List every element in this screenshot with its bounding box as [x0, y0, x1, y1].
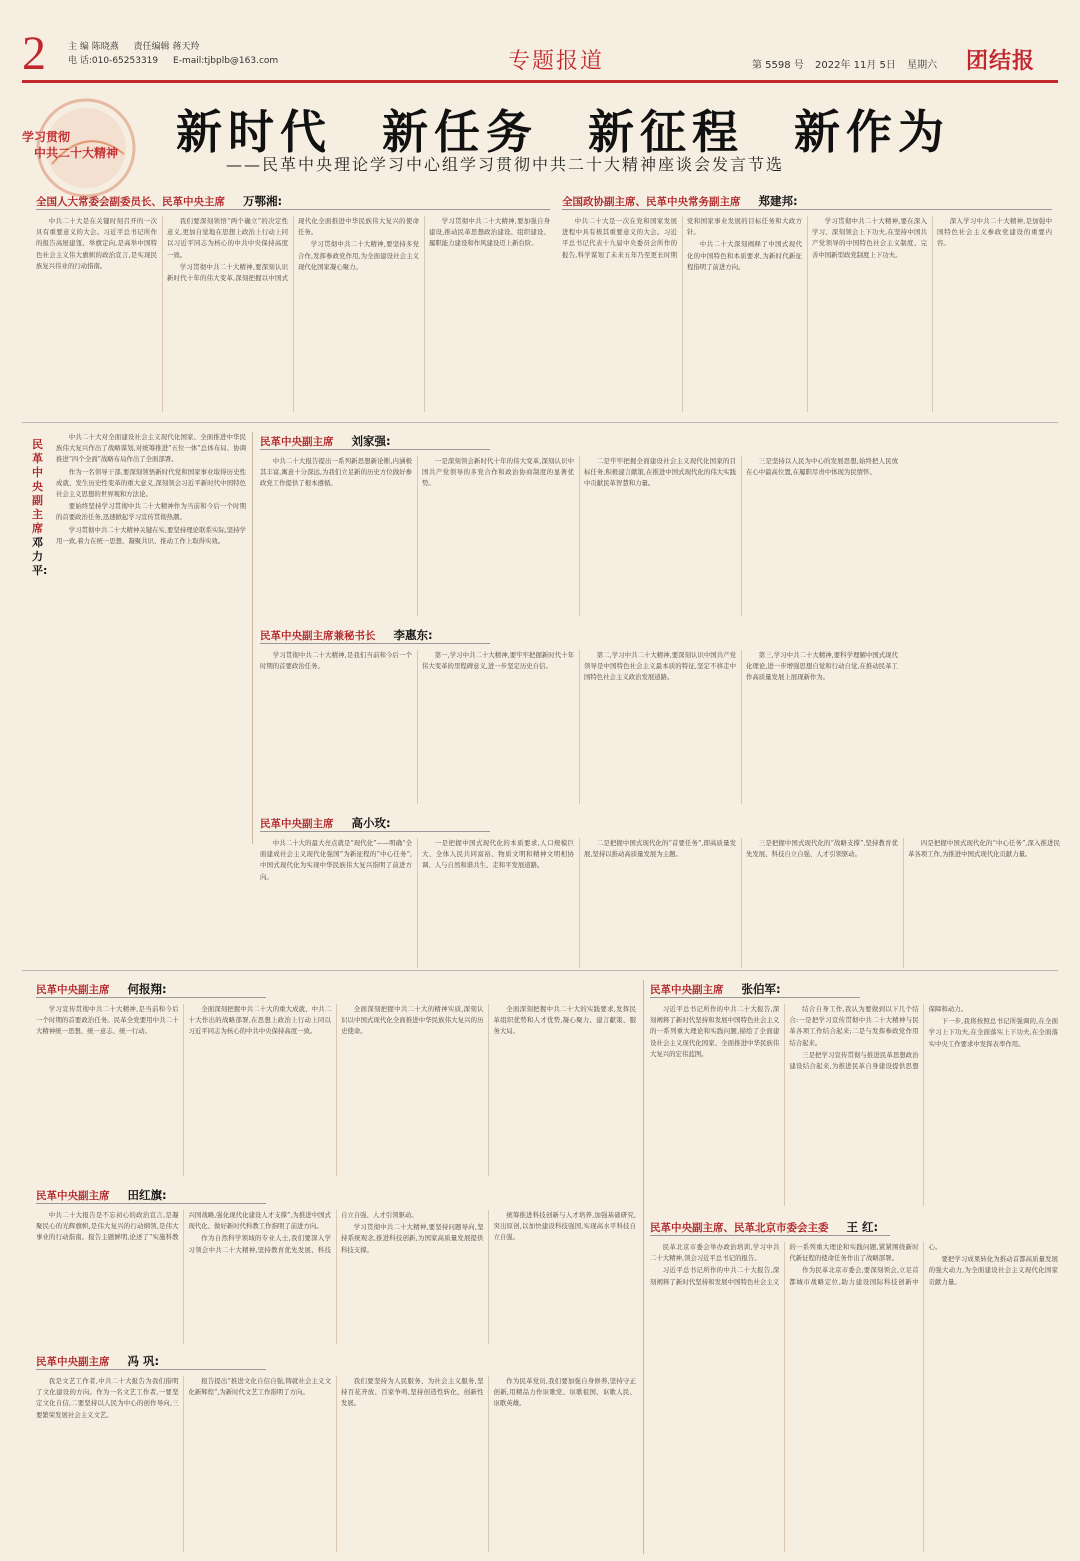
- byline-name: 高小玫:: [351, 816, 391, 830]
- article-body: [260, 838, 1060, 968]
- phone: 电 话:010-65253319: [68, 56, 159, 66]
- article-byline: [36, 192, 550, 210]
- article-body: [36, 216, 550, 412]
- paragraph: 学习贯彻中共二十大精神,要在深入学习、深刻领会上下功夫,在坚持中国共产党领导的中国特色社会主义制度、完善中国新型政党制度上下功夫。: [812, 217, 927, 259]
- article-body: [650, 1004, 1058, 1206]
- paragraph: 中共二十大报告是不忘初心的政治宣言,是凝聚民心的光辉旗帜,是伟大复兴的行动纲领,是伟大事业的行动指南。报告主题鲜明,论述了“实施科教兴国战略,强化现代化建设人才支撑”,为推进中国式现代化、做好新时代科教工作指明了前进方向。: [36, 1211, 331, 1242]
- paragraph: 中共二十大是在关键时刻召开的一次具有重要意义的大会。习近平总书记所作的报告高屋建瓴、举旗定向,是高举中国特色社会主义伟大旗帜的政治宣言,是实现民族复兴伟业的行动指南。: [36, 217, 157, 270]
- column-divider: [252, 432, 253, 844]
- paragraph: 习近平总书记所作的中共二十大报告,深刻阐释了新时代坚持和发展中国特色社会主义的一系列重大理论和实践问题,紧紧围绕新时代新征程的使命任务作出了战略部署。: [650, 1243, 919, 1286]
- badge-text-1: 学习贯彻: [22, 130, 71, 144]
- article-liu-jiaqiang: [260, 432, 1060, 618]
- issue-info: [752, 56, 945, 71]
- paragraph: 要始终坚持学习贯彻中共二十大精神作为当前和今后一个时期的首要政治任务,迅速掀起学习宣传贯彻热潮。: [56, 502, 246, 522]
- article-body: [562, 216, 1052, 412]
- newspaper-logo: 团结报: [966, 48, 1036, 74]
- byline-name: 李惠东:: [393, 628, 433, 642]
- paragraph: 我们要深刻领悟“两个确立”的决定性意义,更加自觉地在思想上政治上行动上同以习近平同志为核心的中共中央保持高度一致。: [167, 217, 288, 259]
- paragraph: 中共二十大的最大亮点就是“现代化”——明确“全面建成社会主义现代化强国”为新征程的“中心任务”,中国式现代化为实现中华民族伟大复兴指明了前进方向。: [260, 839, 412, 881]
- byline-role: 民革中央副主席: [32, 438, 43, 535]
- article-byline: [36, 1352, 266, 1370]
- article-body: [36, 1376, 636, 1552]
- article-byline: [562, 192, 1052, 210]
- email-link[interactable]: E-mail:tjbplb@163.com: [173, 56, 279, 66]
- paragraph: 第一,学习中共二十大精神,要牢牢把握新时代十年伟大变革的里程碑意义,进一步坚定历史自信。: [422, 651, 574, 671]
- article-byline: [650, 980, 860, 998]
- byline-name: 田红旗:: [127, 1188, 167, 1202]
- byline-role: 全国政协副主席、民革中央常务副主席: [562, 196, 741, 208]
- byline-name: 刘家强:: [351, 434, 391, 448]
- paragraph: 学习贯彻中共二十大精神,要坚持问题导向,坚持系统观念,推进科技创新,为国家高质量发展提供科技支撑。: [341, 1223, 484, 1254]
- byline-role: 民革中央副主席: [36, 1356, 110, 1368]
- article-body: [36, 1004, 636, 1176]
- article-he-baoxiang: [36, 980, 636, 1178]
- article-feng-gong: [36, 1352, 636, 1554]
- article-body: [56, 432, 246, 844]
- issue-weekday: 星期六: [907, 60, 938, 71]
- article-wan-exiang: [36, 192, 550, 414]
- paragraph: 学习贯彻中共二十大精神,要坚持多党合作,发挥参政党作用,为全面建设社会主义现代化国家凝心聚力。: [298, 240, 419, 271]
- section-title: 专题报道: [507, 49, 604, 74]
- paragraph: 我们要坚持为人民服务、为社会主义服务,坚持百花齐放、百家争鸣,坚持创造性转化、创新性发展。: [341, 1377, 484, 1408]
- paragraph: 三是把握中国式现代化的“战略支撑”,坚持教育优先发展、科技自立自强、人才引领驱动。: [746, 839, 898, 859]
- section-divider: [22, 970, 1058, 971]
- paragraph: 二是把握中国式现代化的“首要任务”,即高质量发展,坚持以推动高质量发展为主题。: [584, 839, 736, 859]
- editor-info: [68, 40, 290, 68]
- byline-role: 民革中央副主席: [650, 984, 724, 996]
- article-byline: [36, 1186, 266, 1204]
- paragraph: 第二,学习中共二十大精神,要深刻认识中国共产党领导是中国特色社会主义最本质的特征,坚定不移走中国特色社会主义政治发展道路。: [584, 651, 736, 682]
- issue-number: 第 5598 号: [752, 60, 804, 71]
- article-byline: [260, 626, 490, 644]
- article-zheng-jianbang: [562, 192, 1052, 414]
- byline-role: 民革中央副主席: [260, 436, 334, 448]
- paragraph: 第三,学习中共二十大精神,要科学理解中国式现代化理论,进一步增强思想自觉和行动自觉,在推动民革工作高质量发展上展现新作为。: [746, 651, 898, 682]
- paragraph: 中共二十大深刻阐释了中国式现代化的中国特色和本质要求,为新时代新征程指明了前进方向。: [687, 240, 802, 271]
- issue-date: 2022年 11月 5日: [815, 60, 896, 71]
- paragraph: 统筹推进科技创新与人才培养,加强基础研究,突出原创,以加快建设科技强国,实现高水平科技自立自强。: [493, 1211, 636, 1242]
- column-divider: [643, 980, 644, 1554]
- paragraph: 学习贯彻中共二十大精神,要加强自身建设,推动民革思想政治建设、组织建设、履职能力建设和作风建设迈上新台阶。: [429, 217, 550, 248]
- page-subheadline: ——民革中央理论学习中心组学习贯彻中共二十大精神座谈会发言节选: [226, 155, 785, 174]
- responsible-editor: 责任编辑 蒋天羚: [133, 42, 200, 52]
- article-body: [260, 456, 1060, 616]
- paragraph: 全面深刻把握中共二十大的重大成就、中共二十大作出的战略部署,在思想上政治上行动上同以习近平同志为核心的中共中央保持高度一致。: [188, 1005, 331, 1036]
- page-headline: 新时代 新任务 新征程 新作为: [176, 105, 951, 159]
- paragraph: 作为民革北京市委会,要深刻领会,立足首都城市战略定位,助力建设国际科技创新中心。: [789, 1243, 942, 1286]
- article-wang-hong: [650, 1218, 1058, 1554]
- paragraph: 我是文艺工作者,中共二十大报告为我们指明了文化建设的方向。作为一名文艺工作者,一要坚定文化自信,二要坚持以人民为中心的创作导向,三要繁荣发展社会主义文艺。: [36, 1377, 179, 1419]
- paragraph: 三是坚持以人民为中心的发展思想,始终把人民放在心中最高位置,在履职尽责中体现为民情怀。: [746, 457, 898, 477]
- article-byline: [260, 432, 490, 450]
- byline-role: 民革中央副主席: [260, 818, 334, 830]
- byline-name: 王 红:: [846, 1220, 879, 1234]
- byline-name: 郑建邦:: [758, 194, 798, 208]
- paragraph: 作为民革党员,我们要加强自身修养,坚持守正创新,用精品力作讴歌党、讴歌祖国、讴歌人民、讴歌英雄。: [493, 1377, 636, 1408]
- paragraph: 学习贯彻中共二十大精神,是我们当前和今后一个时期的首要政治任务。: [260, 651, 412, 671]
- section-divider: [22, 422, 1058, 423]
- article-byline: [36, 980, 266, 998]
- masthead-divider: [22, 80, 1058, 83]
- paragraph: 学习贯彻中共二十大精神关键在实,要坚持理论联系实际,坚持学用一致,着力在统一思想、凝聚共识、推动工作上取得实效。: [56, 525, 246, 545]
- paragraph: 学习宣传贯彻中共二十大精神,是当前和今后一个时期的首要政治任务。民革全党要用中共二十大精神统一思想、统一意志、统一行动。: [36, 1005, 179, 1036]
- paragraph: 要把学习成果转化为推动首都高质量发展的强大动力,为全面建设社会主义现代化国家贡献力量。: [928, 1255, 1058, 1286]
- byline-name: 张伯军:: [741, 982, 781, 996]
- paragraph: 一是深刻领会新时代十年的伟大变革,深刻认识中国共产党领导的多党合作和政治协商制度的显著优势。: [422, 457, 574, 488]
- paragraph: 中共二十大对全面建设社会主义现代化国家、全面推进中华民族伟大复兴作出了战略谋划,对统筹推进“五位一体”总体布局、协调推进“四个全面”战略布局作出了全面部署。: [56, 433, 246, 464]
- paragraph: 学习贯彻中共二十大精神,要深刻认识新时代十年的伟大变革,深刻把握以中国式现代化全面推进中华民族伟大复兴的使命任务。: [167, 217, 419, 283]
- byline-role: 民革中央副主席、民革北京市委会主委: [650, 1222, 829, 1234]
- byline-role: 民革中央副主席: [36, 984, 110, 996]
- article-body: [260, 650, 1060, 804]
- paragraph: 下一步,我将按照总书记所强调的,在全面学习上下功夫,在全面落实上下功夫,在全面落实中央工作要求中发挥表率作用。: [928, 1017, 1058, 1048]
- article-byline: [650, 1218, 890, 1236]
- article-byline: [260, 814, 490, 832]
- vertical-byline: [32, 438, 46, 578]
- paragraph: 中共二十大报告提出一系列新思想新论断,内涵极其丰富,寓意十分深远,为我们立足新的历史方位做好参政党工作提供了根本遵循。: [260, 457, 412, 488]
- paragraph: 中共二十大是一次在党和国家发展进程中具有极其重要意义的大会。习近平总书记代表十九届中央委员会所作的报告,科学谋划了未来五年乃至更长时期党和国家事业发展的目标任务和大政方针。: [562, 217, 802, 259]
- byline-name: 万鄂湘:: [243, 194, 283, 208]
- chief-editor: 主 编 陈晓燕: [68, 42, 119, 52]
- byline-role: 民革中央副主席兼秘书长: [260, 630, 376, 642]
- paragraph: 深入学习中共二十大精神,是加强中国特色社会主义参政党建设的重要内容。: [937, 217, 1052, 248]
- article-deng-liping: [56, 432, 246, 844]
- paragraph: 四是把握中国式现代化的“中心任务”,深入推进民革各项工作,为推进中国式现代化贡献力量。: [908, 839, 1060, 859]
- article-body: [36, 1210, 636, 1344]
- byline-role: 民革中央副主席: [36, 1190, 110, 1202]
- article-li-huidong: [260, 626, 1060, 806]
- paragraph: 二是牢牢把握全面建设社会主义现代化国家的目标任务,积极建言献策,在推进中国式现代化的伟大实践中贡献民革智慧和力量。: [584, 457, 736, 488]
- page-number: 2: [22, 27, 46, 80]
- byline-name: 邓力平:: [32, 536, 48, 577]
- byline-role: 全国人大常委会副委员长、民革中央主席: [36, 196, 225, 208]
- paragraph: 全面深刻把握中共二十大的精神实质,深刻认识以中国式现代化全面推进中华民族伟大复兴的历史使命。: [341, 1005, 484, 1036]
- paragraph: 民革北京市委会举办政治培训,学习中共二十大精神,领会习近平总书记的报告。: [650, 1243, 780, 1263]
- paragraph: 报告提出“推进文化自信自强,铸就社会主义文化新辉煌”,为新时代文艺工作指明了方向。: [188, 1377, 331, 1397]
- badge-text-2: 中共二十大精神: [34, 146, 119, 160]
- article-tian-hongqi: [36, 1186, 636, 1346]
- paragraph: 全面深刻把握中共二十大的实践要求,发挥民革组织优势和人才优势,凝心聚力、建言献策、服务大局。: [493, 1005, 636, 1036]
- masthead: [0, 0, 1080, 84]
- article-zhang-bojun: [650, 980, 1058, 1208]
- article-gao-xiaomei: [260, 814, 1060, 970]
- byline-name: 冯 巩:: [127, 1354, 160, 1368]
- paragraph: 作为一名领导干部,要深刻领悟新时代党和国家事业取得历史性成就、发生历史性变革的重大意义,深刻领会习近平新时代中国特色社会主义思想的世界观和方法论。: [56, 467, 246, 499]
- paragraph: 作为自然科学领域的专业人士,我们要深入学习领会中共二十大精神,坚持教育优先发展、科技自立自强、人才引领驱动。: [188, 1211, 418, 1254]
- paragraph: 一是把握中国式现代化的本质要求,人口规模巨大、全体人民共同富裕、物质文明和精神文明相协调、人与自然和谐共生、走和平发展道路。: [422, 839, 574, 870]
- paragraph: 结合自身工作,我认为要做到以下几个结合:一是把学习宣传贯彻中共二十大精神与民革各项工作结合起来;二是与发挥参政党作用结合起来。: [789, 1005, 919, 1047]
- byline-name: 何报翔:: [127, 982, 167, 996]
- paragraph: 习近平总书记所作的中共二十大报告,深刻阐释了新时代坚持和发展中国特色社会主义的一系列重大理论和实践问题,描绘了全面建设社会主义现代化国家、全面推进中华民族伟大复兴的宏伟蓝图。: [650, 1005, 780, 1058]
- paragraph: 三是把学习宣传贯彻与推进民革思想政治建设结合起来,为推进民革自身建设提供思想保障和动力。: [789, 1005, 967, 1071]
- article-body: [650, 1242, 1058, 1552]
